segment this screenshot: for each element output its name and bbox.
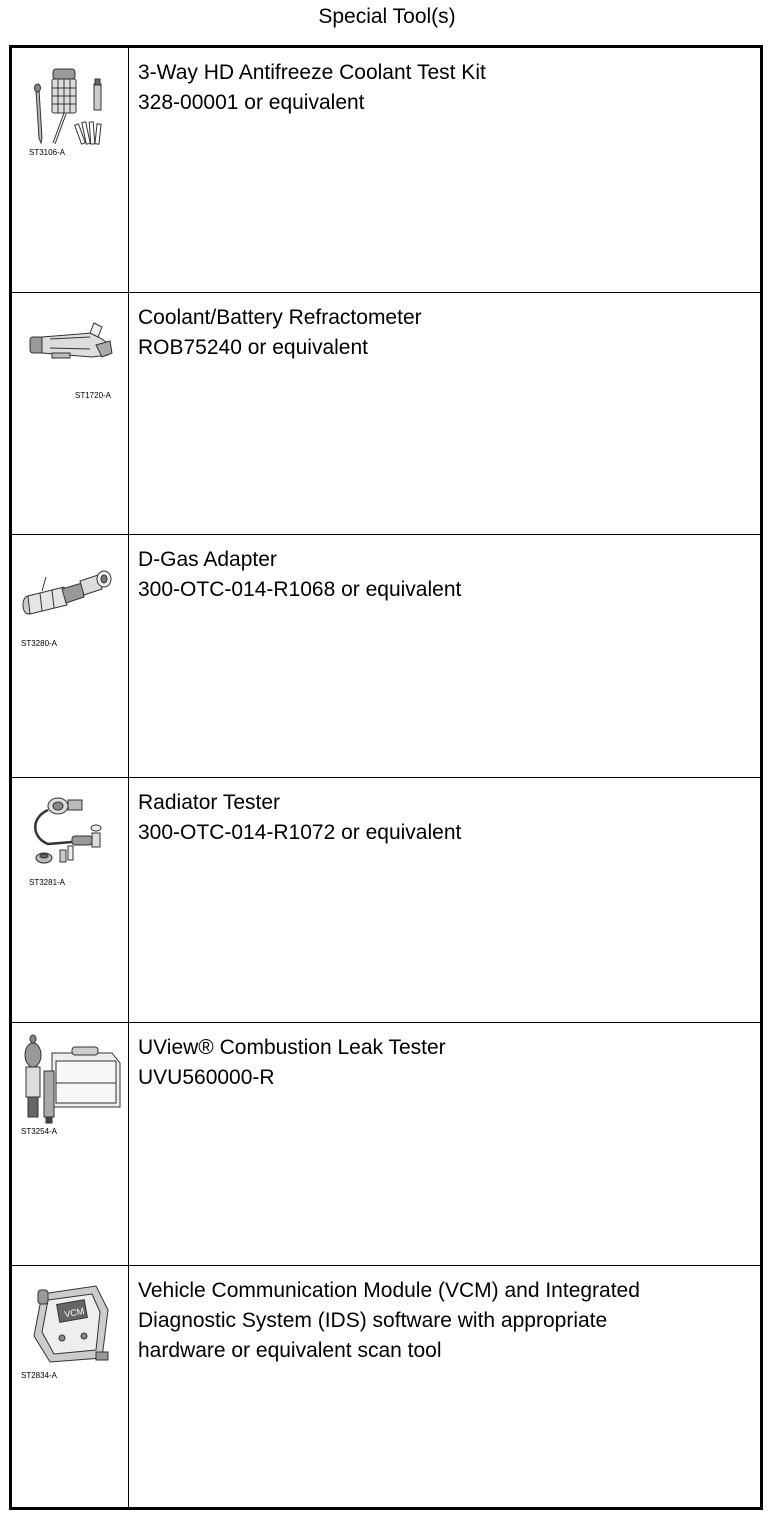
table-row — [12, 1023, 760, 1266]
tool-name: UView® Combustion Leak Tester — [138, 1036, 446, 1059]
table-row — [12, 293, 760, 535]
special-tools-table — [9, 45, 763, 1510]
tool-part-number: 328-00001 or equivalent — [138, 91, 365, 114]
tool-description-line: Diagnostic System (IDS) software with appropriate — [138, 1309, 608, 1332]
tool-part-number: 300-OTC-014-R1072 or equivalent — [138, 821, 462, 844]
tool-description-line: hardware or equivalent scan tool — [138, 1339, 442, 1362]
radiator-tester-icon — [12, 778, 129, 1022]
tool-image-cell — [12, 293, 129, 534]
tool-description — [138, 303, 746, 363]
tool-image-cell — [12, 778, 129, 1022]
table-row — [12, 48, 760, 293]
tool-description — [138, 1276, 746, 1366]
tool-name: Radiator Tester — [138, 791, 281, 814]
tool-image-cell — [12, 1266, 129, 1507]
table-row — [12, 1266, 760, 1507]
svg-text:VCM: VCM — [63, 1305, 86, 1320]
tool-image-cell — [12, 1023, 129, 1265]
tool-part-number: 300-OTC-014-R1068 or equivalent — [138, 578, 462, 601]
table-row — [12, 778, 760, 1023]
tool-description — [138, 788, 746, 848]
combustion-leak-tester-icon — [12, 1023, 129, 1265]
tool-code: ST3281-A — [29, 878, 66, 887]
tool-name: Coolant/Battery Refractometer — [138, 306, 422, 329]
tool-code: ST1720-A — [75, 391, 112, 400]
tool-image-cell — [12, 535, 129, 777]
coolant-test-kit-icon — [12, 48, 129, 292]
vcm-module-icon — [12, 1266, 129, 1506]
tool-part-number: UVU560000-R — [138, 1066, 275, 1089]
tool-name: D-Gas Adapter — [138, 548, 277, 571]
tool-code: ST3254-A — [21, 1127, 58, 1136]
page-title: Special Tool(s) — [318, 5, 456, 28]
table-row — [12, 535, 760, 778]
tool-description — [138, 1033, 746, 1093]
d-gas-adapter-icon — [12, 535, 129, 777]
tool-part-number: ROB75240 or equivalent — [138, 336, 368, 359]
tool-image-cell — [12, 48, 129, 292]
tool-description — [138, 545, 746, 605]
tool-code: ST3280-A — [21, 639, 58, 648]
tool-name: 3-Way HD Antifreeze Coolant Test Kit — [138, 61, 486, 84]
refractometer-icon — [12, 293, 129, 534]
tool-code: ST3106-A — [29, 148, 66, 157]
tool-description — [138, 58, 746, 118]
tool-code: ST2834-A — [21, 1371, 58, 1380]
tool-name: Vehicle Communication Module (VCM) and Integrated — [138, 1279, 640, 1302]
